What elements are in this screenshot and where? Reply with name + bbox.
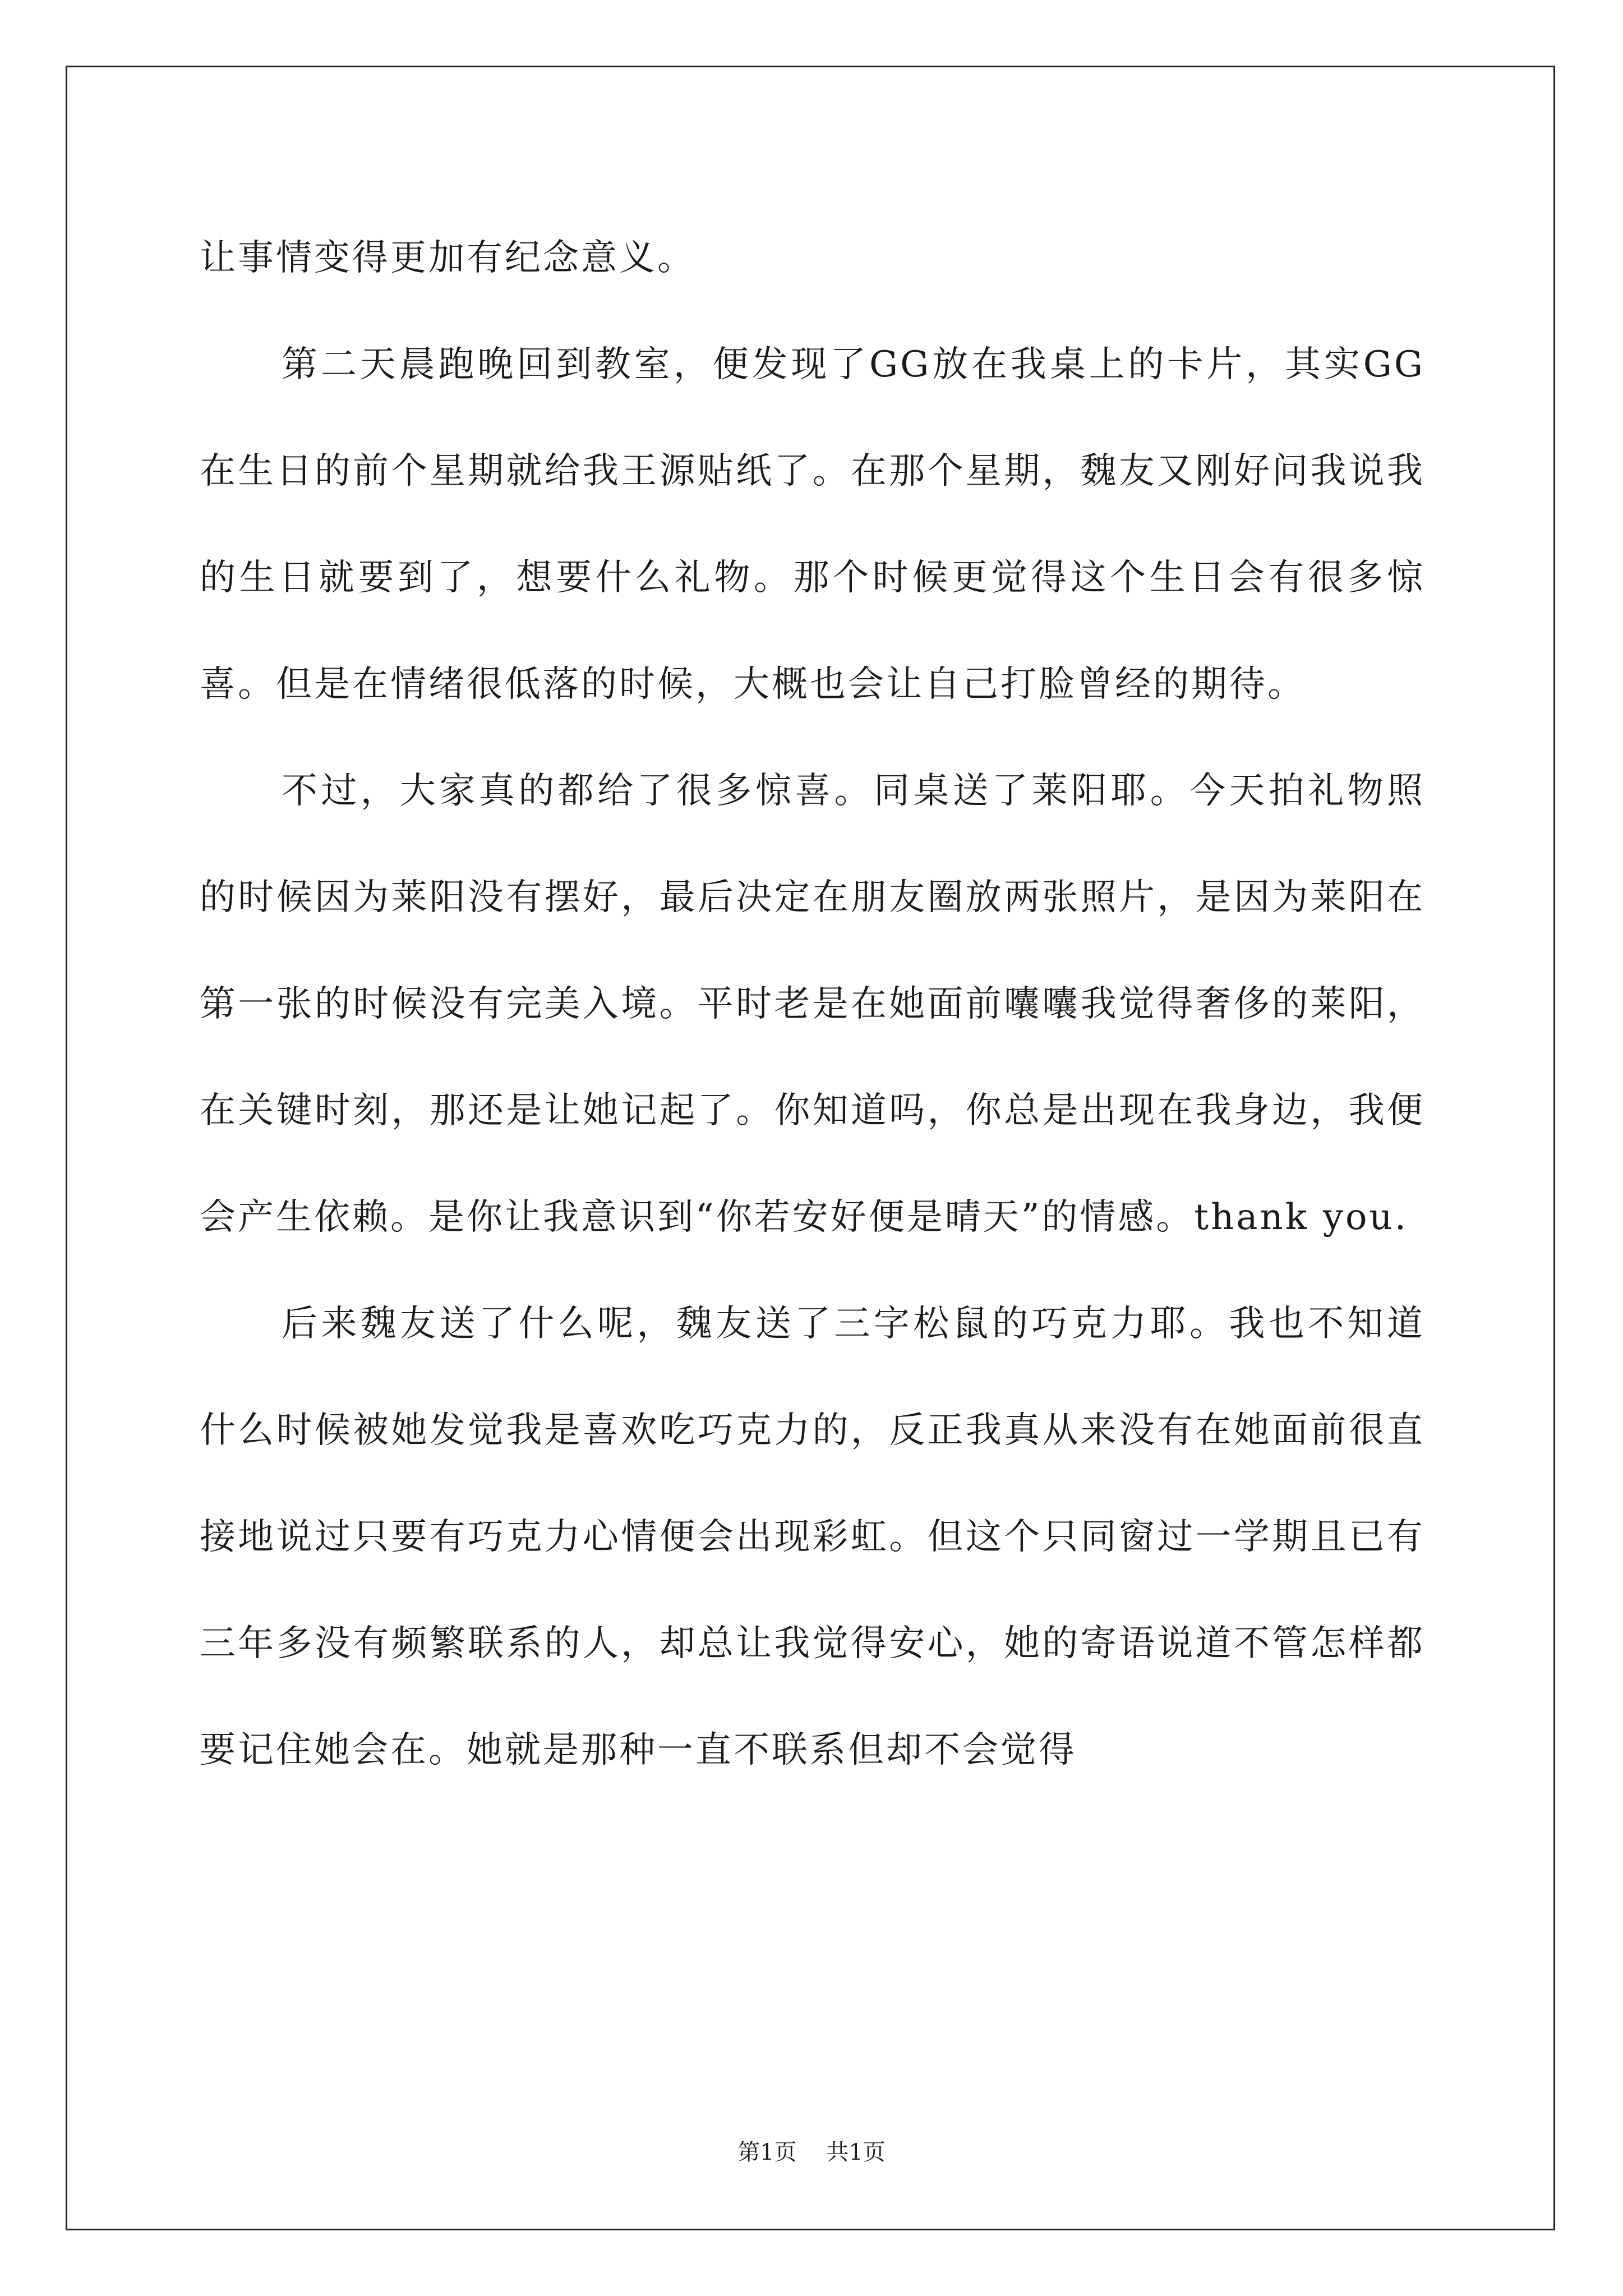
paragraph-4: 后来魏友送了什么呢，魏友送了三字松鼠的巧克力耶。我也不知道什么时候被她发觉我是喜欢吃巧克力的，反正我真从来没有在她面前很直接地说过只要有巧克力心情便会出现彩虹。但这个只同窗过一学期且已有三年多没有频繁联系的人，却总让我觉得安心，她的寄语说道不管怎样都要记住她会在。她就是那种一直不联系但却不会觉得 <box>200 1303 1425 1771</box>
paragraph-1: 让事情变得更加有纪念意义。 <box>200 237 695 279</box>
page-number-current: 第1页 <box>737 2139 797 2165</box>
page-footer <box>0 2134 1623 2166</box>
paragraph-2: 第二天晨跑晚回到教室，便发现了GG放在我桌上的卡片，其实GG在生日的前个星期就给我王源贴纸了。在那个星期，魏友又刚好问我说我的生日就要到了，想要什么礼物。那个时候更觉得这个生日会有很多惊喜。但是在情绪很低落的时候，大概也会让自己打脸曾经的期待。 <box>200 344 1425 705</box>
page-number-total: 共1页 <box>826 2139 886 2165</box>
document-body <box>200 205 1425 1803</box>
paragraph-3: 不过，大家真的都给了很多惊喜。同桌送了莱阳耶。今天拍礼物照的时候因为莱阳没有摆好，最后决定在朋友圈放两张照片，是因为莱阳在第一张的时候没有完美入境。平时老是在她面前囔囔我觉得奢侈的莱阳，在关键时刻，那还是让她记起了。你知道吗，你总是出现在我身边，我便会产生依赖。是你让我意识到“你若安好便是晴天”的情感。thank you. <box>200 770 1425 1238</box>
